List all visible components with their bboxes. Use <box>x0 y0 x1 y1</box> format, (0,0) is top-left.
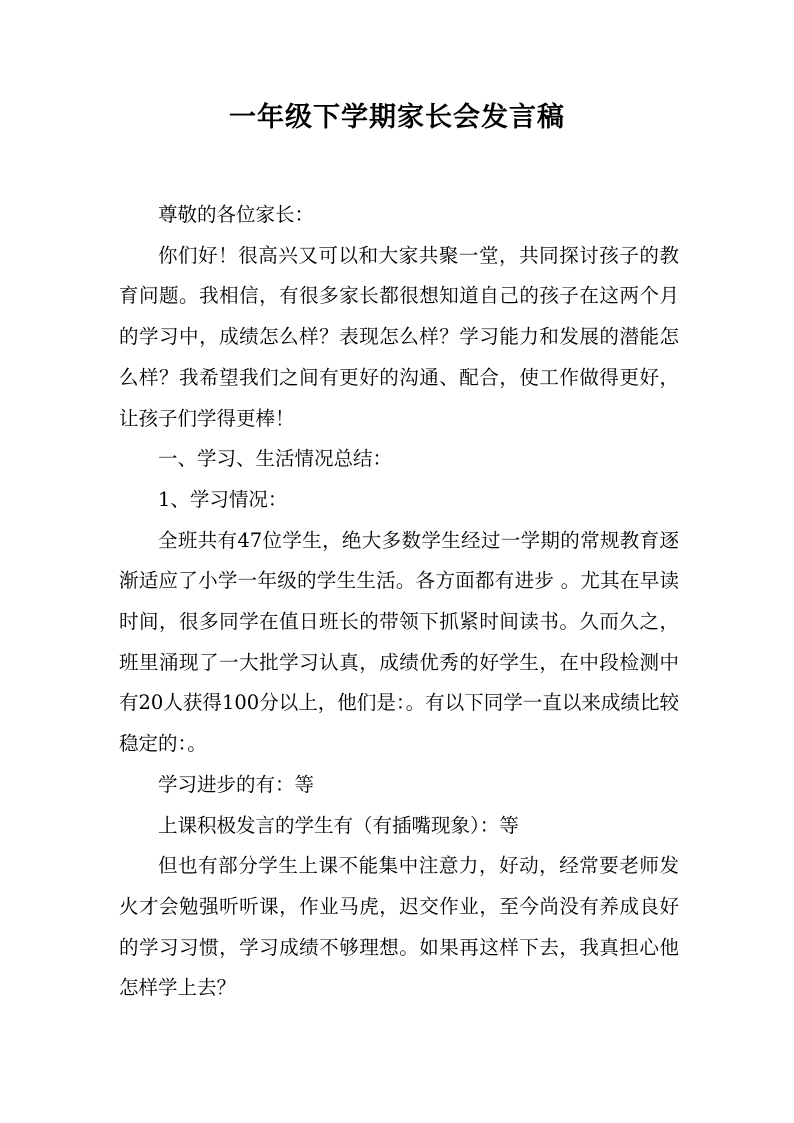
section-heading: 一、学习、生活情况总结： <box>158 447 393 471</box>
class-summary-paragraph: 全班共有47位学生，绝大多数学生经过一学期的常规教育逐渐适应了小学一年级的学生生活。各方面都有进步 。尤其在早读时间，很多同学在值日班长的带领下抓紧时间读书。久而久之，班里涌现了一大批学习认真，成绩优秀的好学生，在中段检测中有20人获得100分以上，他们是：。有以下同学一直以来成绩比较稳定的：。 <box>119 528 679 756</box>
document-title: 一年级下学期家长会发言稿 <box>229 102 565 133</box>
subsection-heading: 1、学习情况： <box>158 487 288 511</box>
active-students-paragraph: 上课积极发言的学生有（有插嘴现象）：等 <box>158 813 519 837</box>
salutation: 尊敬的各位家长： <box>158 203 315 226</box>
greeting-paragraph: 你们好！很高兴又可以和大家共聚一堂，共同探讨孩子的教育问题。我相信，有很多家长都很想知道自己的孩子在这两个月的学习中，成绩怎么样？表现怎么样？学习能力和发展的潜能怎么样？我希望我们之间有更好的沟通、配合，使工作做得更好，让孩子们学得更棒！ <box>119 243 679 430</box>
document-body <box>119 195 679 1009</box>
progress-paragraph: 学习进步的有：等 <box>158 772 315 796</box>
concern-paragraph: 但也有部分学生上课不能集中注意力，好动，经常要老师发火才会勉强听听课，作业马虎，迟交作业，至今尚没有养成良好的学习习惯，学习成绩不够理想。如果再这样下去，我真担心他怎样学上去？ <box>119 854 679 1000</box>
